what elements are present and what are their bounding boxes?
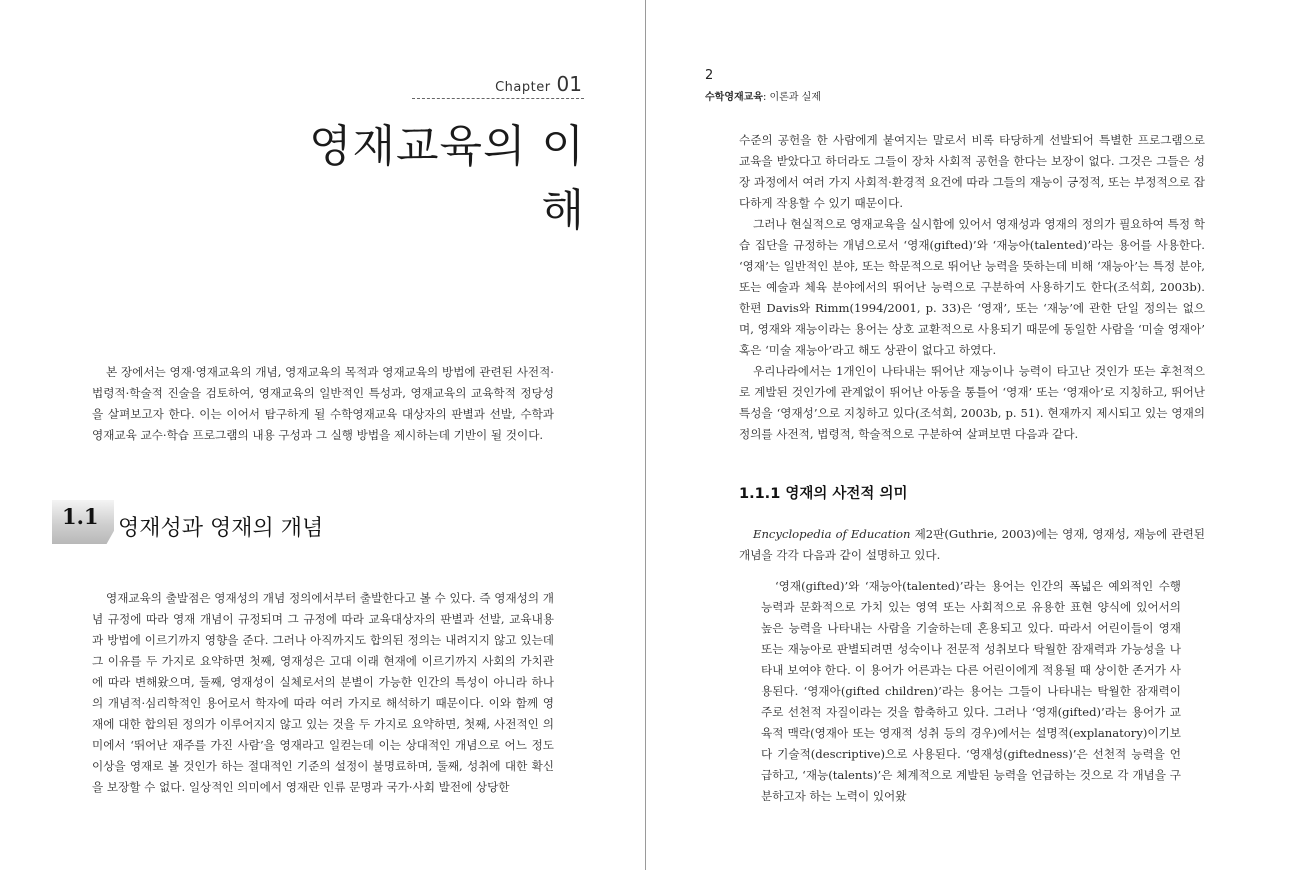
chapter-label [412,72,582,96]
section-body [92,588,554,798]
running-head-subtitle: : 이론과 실제 [762,92,821,103]
encyclopedia-text: 제2판(Guthrie, 2003)에는 영재, 영재성, 재능에 관련된 개념을 각각 다음과 같이 설명하고 있다. [739,527,1205,562]
quote-text: ‘영재(gifted)’와 ‘재능아(talented)’라는 용어는 인간의 폭넓은 예외적인 수행 능력과 문화적으로 가치 있는 영역 또는 사회적으로 유용한 표현 양식에 있어서의 높은 능력을 나타내는 사람을 기술하는데 혼용되고 있다. 따라서 어린이들이 영재 또는 재능아로 판별되려면 성숙이나 전문적 성취보다 탁월한 잠재력과 가능성을 나타내 보여야 한다. 이 용어가 어른과는 다른 어린이에게 적용될 때 상이한 존거가 사용된다. ‘영재아(gifted children)’라는 용어는 그들이 나타내는 탁월한 잠재력이 주로 선천적 자질이라는 것을 함축하고 있다. 그러나 ‘영재(gifted)’라는 용어가 교육적 맥락(영재아 또는 영재적 성취 등의 경우)에서는 설명적(explanatory)이기보다 기술적(descriptive)으로 사용된다. ‘영재성(giftedness)’은 선천적 능력을 언급하고, ‘재능(talents)’은 체계적으로 계발된 능력을 언급하는 것으로 각 개념을 구분하고자 하는 노력이 있어왔 [761,579,1181,803]
page-gutter [645,0,646,870]
paragraph-1: 수준의 공헌을 한 사람에게 붙여지는 말로서 비록 타당하게 선발되어 특별한 프로그램으로 교육을 받았다고 하더라도 그들이 장차 사회적 공헌을 한다는 보장이 없다. 그것은 그들은 성장 과정에서 여러 가지 사회적·환경적 요건에 따라 그들의 재능이 긍정적, 또는 부정적으로 잡다하게 작용할 수 있기 때문이다. [739,133,1205,210]
section-number: 1.1 [62,504,99,529]
section-paragraph: 영재교육의 출발점은 영재성의 개념 정의에서부터 출발한다고 볼 수 있다. 즉 영재성의 개념 규정에 따라 영재 개념이 규정되며 그 규정에 따라 교육대상자의 판별과 선발, 교육내용과 방법에 이르기까지 영향을 준다. 그러나 아직까지도 합의된 정의는 내려지지 않고 있는데 그 이유를 두 가지로 요약하면 첫째, 영재성은 고대 이래 현재에 이르기까지 사회의 가치관에 따라 변해왔으며, 둘째, 영재성이 실체로서의 분별이 가능한 인간의 특성이 아니라 하나의 개념적·심리학적인 용어로서 학자에 따라 여러 가지로 해석하기 때문이다. 이와 함께 영재에 대한 합의된 정의가 이루어지지 않고 있는 것을 두 가지로 요약하면, 첫째, 사전적인 의미에서 ‘뛰어난 재주를 가진 사람’을 영재라고 일컫는데 이는 상대적인 개념으로 어느 정도 이상을 영재로 볼 것인가 하는 절대적인 기준의 설정이 불명료하며, 둘째, 성취에 대한 확신을 보장할 수 없다. 일상적인 의미에서 영재란 인류 문명과 국가·사회 발전에 상당한 [92,591,554,794]
right-body [739,130,1205,445]
page-number: 2 [705,68,714,83]
intro-paragraph: 본 장에서는 영재·영재교육의 개념, 영재교육의 목적과 영재교육의 방법에 관련된 사전적·법령적·학술적 진술을 검토하여, 영재교육의 일반적인 특성과, 영재교육의 교육학적 정당성을 살펴보고자 한다. 이는 이어서 탐구하게 될 수학영재교육 대상자의 판별과 선발, 수학과 영재교육 교수·학습 프로그램의 내용 구성과 그 실행 방법을 제시하는데 기반이 될 것이다. [92,365,554,442]
block-quote [761,576,1181,807]
paragraph-2: 그러나 현실적으로 영재교육을 실시함에 있어서 영재성과 영재의 정의가 필요하여 특정 학습 집단을 규정하는 개념으로서 ‘영재(gifted)’와 ‘재능아(talented)’라는 용어를 사용한다. ‘영재’는 일반적인 분야, 또는 학문적으로 뛰어난 능력을 뜻하는데 비해 ‘재능아’는 특정 분야, 또는 예술과 체육 분야에서의 뛰어난 능력으로 구분하여 사용하기도 한다(조석희, 2003b). 한편 Davis와 Rimm(1994/2001, p. 33)은 ‘영재’, 또는 ‘재능’에 관한 단일 정의는 없으며, 영재와 재능이라는 용어는 상호 교환적으로 사용되기 때문에 동일한 사람을 ‘미술 영재아’ 혹은 ‘미술 재능아’라고 해도 상관이 없다고 하였다. [739,217,1205,357]
chapter-title: 영재교육의 이해 [308,121,585,236]
subsection-title: 1.1.1 영재의 사전적 의미 [739,486,908,502]
section-title: 영재성과 영재의 개념 [118,516,324,541]
paragraph-3: 우리나라에서는 1개인이 나타내는 뛰어난 재능이나 능력이 타고난 것인가 또는 후천적으로 계발된 것인가에 관계없이 뛰어난 아동을 통틀어 ‘영재’ 또는 ‘영재아’로 지칭하고, 뛰어난 특성을 ‘영재성’으로 지칭하고 있다(조석희, 2003b, p. 51). 현재까지 제시되고 있는 영재의 정의를 사전적, 법령적, 학술적으로 구분하여 살펴보면 다음과 같다. [739,364,1205,441]
left-page [0,0,645,870]
chapter-number: 01 [556,72,582,96]
running-head [705,88,821,103]
intro-block [92,362,554,446]
encyclopedia-paragraph [739,524,1205,566]
right-page [647,0,1292,870]
chapter-dashed-rule [412,98,584,99]
encyclopedia-title: Encyclopedia of Education [753,527,911,541]
chapter-word: Chapter [495,80,551,95]
running-head-title: 수학영재교육 [705,92,763,103]
